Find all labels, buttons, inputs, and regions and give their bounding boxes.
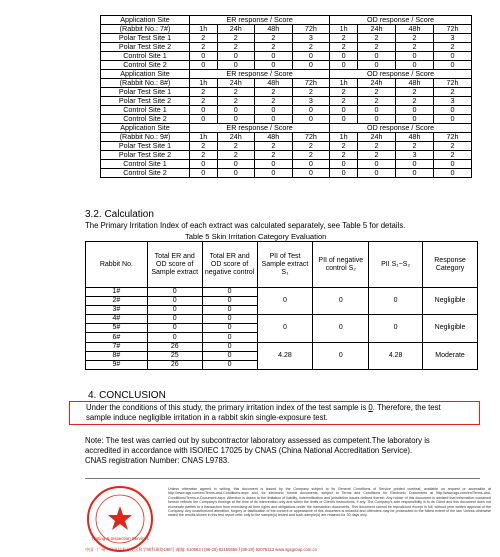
table-row bbox=[86, 342, 478, 351]
od-score: 0 bbox=[330, 52, 358, 61]
od-score: 0 bbox=[330, 169, 358, 178]
rabbit-no: 3# bbox=[86, 306, 148, 315]
control-score: 0 bbox=[202, 315, 257, 324]
site-name: Polar Test Site 2 bbox=[101, 151, 190, 160]
time-point-header: 72h bbox=[292, 79, 330, 88]
od-score: 2 bbox=[358, 43, 396, 52]
rabbit-no: 6# bbox=[86, 333, 148, 342]
er-score: 0 bbox=[217, 106, 255, 115]
site-name: Control Site 1 bbox=[101, 52, 190, 61]
od-score: 0 bbox=[358, 106, 396, 115]
rabbit-no: 9# bbox=[86, 360, 148, 369]
er-score: 0 bbox=[190, 169, 218, 178]
time-point-header: 1h bbox=[190, 133, 218, 142]
conclusion-heading: 4. CONCLUSION bbox=[88, 390, 166, 401]
rabbit-number: (Rabbit No.: 9#) bbox=[101, 133, 190, 142]
er-response-label: ER response / Score bbox=[190, 16, 330, 25]
rabbit-no: 7# bbox=[86, 342, 148, 351]
er-score: 0 bbox=[255, 52, 293, 61]
time-point-header: 24h bbox=[358, 79, 396, 88]
sample-score: 0 bbox=[147, 306, 202, 315]
time-point-header: 72h bbox=[292, 133, 330, 142]
site-name: Polar Test Site 2 bbox=[101, 43, 190, 52]
od-score: 0 bbox=[358, 160, 396, 169]
time-point-header: 48h bbox=[395, 25, 433, 34]
note-line: CNAS registration Number: CNAS L9783. bbox=[85, 456, 230, 465]
time-point-header: 24h bbox=[358, 133, 396, 142]
od-score: 0 bbox=[395, 160, 433, 169]
legal-disclaimer: Unless otherwise agreed in writing, this document is issued by the Company subject to its General Conditions of Service printed overleaf, available on request or accessible at http://www.sgs.com/en/Terms-and-Conditions.aspx and, for electronic format documents, subject to Terms and Conditions for Electronic Documents at http://www.sgs.com/en/Terms-and-Conditions/Terms-e-Document.aspx. Attention is drawn to the limitation of liability, indemnification and jurisdiction issues defined therein. Any holder of this document is advised that information contained hereon reflects the Company's findings at the time of its intervention only and within the limits of Client's instructions, if any. The Company's sole responsibility is to its Client and this document does not exonerate parties to a transaction from exercising all their rights and obligations under the transaction documents. This document cannot be reproduced except in full, without prior written approval of the Company. Any unauthorized alteration, forgery or falsification of the content or appearance of this document is unlawful and offenders may be prosecuted to the fullest extent of the law. Unless otherwise stated the results shown in this test report refer only to the sample(s) tested and such sample(s) are retained for 30 days only. bbox=[168, 487, 491, 518]
site-name: Control Site 2 bbox=[101, 169, 190, 178]
er-score: 2 bbox=[190, 142, 218, 151]
sample-score: 0 bbox=[147, 288, 202, 297]
od-score: 0 bbox=[330, 106, 358, 115]
rabbit-number: (Rabbit No.: 8#) bbox=[101, 79, 190, 88]
er-score: 0 bbox=[217, 52, 255, 61]
time-point-header: 1h bbox=[330, 133, 358, 142]
er-score: 2 bbox=[217, 151, 255, 160]
er-score: 0 bbox=[292, 169, 330, 178]
er-score: 2 bbox=[292, 43, 330, 52]
er-score: 2 bbox=[217, 142, 255, 151]
od-score: 2 bbox=[330, 34, 358, 43]
er-score: 2 bbox=[292, 151, 330, 160]
table-row bbox=[101, 169, 472, 178]
od-score: 2 bbox=[358, 97, 396, 106]
time-point-header: 48h bbox=[255, 79, 293, 88]
od-score: 0 bbox=[330, 61, 358, 70]
sample-score: 26 bbox=[147, 342, 202, 351]
time-point-header: 24h bbox=[217, 79, 255, 88]
pii-sample-value: 0 bbox=[257, 288, 313, 315]
er-score: 0 bbox=[292, 160, 330, 169]
od-score: 0 bbox=[358, 169, 396, 178]
control-score: 0 bbox=[202, 297, 257, 306]
time-point-header: 72h bbox=[433, 25, 471, 34]
pii-sample-value: 4.28 bbox=[257, 342, 313, 369]
er-score: 2 bbox=[217, 88, 255, 97]
rabbit-number: (Rabbit No.: 7#) bbox=[101, 25, 190, 34]
od-score: 0 bbox=[330, 115, 358, 124]
time-point-header: 72h bbox=[292, 25, 330, 34]
time-point-header: 24h bbox=[358, 25, 396, 34]
od-response-label: OD response / Score bbox=[330, 16, 472, 25]
control-score: 0 bbox=[202, 306, 257, 315]
conclusion-value: 0 bbox=[368, 403, 373, 412]
od-score: 0 bbox=[395, 61, 433, 70]
sample-score: 26 bbox=[147, 360, 202, 369]
er-score: 0 bbox=[190, 115, 218, 124]
pii-control-value: 0 bbox=[313, 315, 369, 342]
site-name: Polar Test Site 1 bbox=[101, 88, 190, 97]
conclusion-text-b: . Therefore, the test bbox=[372, 403, 441, 412]
control-score: 0 bbox=[202, 342, 257, 351]
pii-value: 0 bbox=[369, 315, 423, 342]
od-score: 2 bbox=[330, 142, 358, 151]
note-line: Note: The test was carried out by subcontractor laboratory assessed as competent.The laboratory is bbox=[85, 436, 430, 445]
er-score: 2 bbox=[292, 88, 330, 97]
od-score: 0 bbox=[395, 106, 433, 115]
conclusion-text-a: Under the conditions of this study, the primary irritation index of the test sample is bbox=[86, 403, 369, 412]
time-point-header: 48h bbox=[255, 25, 293, 34]
er-response-label: ER response / Score bbox=[190, 70, 330, 79]
site-name: Control Site 2 bbox=[101, 61, 190, 70]
od-score: 2 bbox=[395, 97, 433, 106]
header-total-control: Total ER and OD score of negative control bbox=[202, 242, 257, 288]
er-score: 2 bbox=[255, 142, 293, 151]
site-name: Polar Test Site 1 bbox=[101, 142, 190, 151]
er-score: 2 bbox=[190, 88, 218, 97]
er-score: 0 bbox=[292, 106, 330, 115]
od-score: 0 bbox=[433, 160, 471, 169]
site-name: Control Site 2 bbox=[101, 115, 190, 124]
control-score: 0 bbox=[202, 288, 257, 297]
sample-score: 0 bbox=[147, 297, 202, 306]
time-point-header: 48h bbox=[395, 133, 433, 142]
er-score: 2 bbox=[190, 34, 218, 43]
time-point-header: 1h bbox=[330, 25, 358, 34]
er-score: 0 bbox=[190, 52, 218, 61]
er-score: 0 bbox=[190, 106, 218, 115]
od-score: 2 bbox=[330, 88, 358, 97]
site-name: Control Site 1 bbox=[101, 106, 190, 115]
time-point-header: 72h bbox=[433, 79, 471, 88]
section-3-2-text: The Primary Irritation Index of each extract was calculated separately, see Table 5 for details. bbox=[85, 221, 406, 230]
od-response-label: OD response / Score bbox=[330, 70, 472, 79]
er-score: 2 bbox=[190, 97, 218, 106]
er-score: 3 bbox=[292, 97, 330, 106]
header-pii-control: PII of negative control S₂ bbox=[313, 242, 369, 288]
od-score: 2 bbox=[330, 151, 358, 160]
section-3-2-heading: 3.2. Calculation bbox=[85, 209, 154, 220]
od-score: 2 bbox=[433, 88, 471, 97]
od-score: 2 bbox=[395, 43, 433, 52]
er-score: 0 bbox=[217, 169, 255, 178]
er-response-label: ER response / Score bbox=[190, 124, 330, 133]
time-point-header: 48h bbox=[395, 79, 433, 88]
er-score: 3 bbox=[292, 34, 330, 43]
od-score: 0 bbox=[395, 115, 433, 124]
control-score: 0 bbox=[202, 360, 257, 369]
pii-value: 4.28 bbox=[369, 342, 423, 369]
time-point-header: 1h bbox=[190, 25, 218, 34]
rabbit-no: 4# bbox=[86, 315, 148, 324]
er-score: 0 bbox=[217, 115, 255, 124]
response-category: Negligible bbox=[423, 288, 478, 315]
od-score: 3 bbox=[395, 151, 433, 160]
table-row bbox=[86, 288, 478, 297]
header-pii-sample: PII of Test Sample extract S₁ bbox=[257, 242, 313, 288]
er-score: 2 bbox=[190, 43, 218, 52]
rabbit-no: 8# bbox=[86, 351, 148, 360]
er-score: 2 bbox=[190, 151, 218, 160]
er-od-score-table bbox=[100, 15, 472, 178]
site-name: Polar Test Site 2 bbox=[101, 97, 190, 106]
od-score: 2 bbox=[358, 142, 396, 151]
er-score: 2 bbox=[255, 88, 293, 97]
od-score: 0 bbox=[358, 61, 396, 70]
header-rabbit-no: Rabbit No. bbox=[86, 242, 148, 288]
time-point-header: 1h bbox=[330, 79, 358, 88]
er-score: 2 bbox=[217, 34, 255, 43]
control-score: 0 bbox=[202, 351, 257, 360]
application-site-label: Application Site bbox=[101, 124, 190, 133]
er-score: 2 bbox=[217, 43, 255, 52]
site-name: Polar Test Site 1 bbox=[101, 34, 190, 43]
od-score: 2 bbox=[433, 43, 471, 52]
od-score: 0 bbox=[395, 169, 433, 178]
header-total-sample: Total ER and OD score of Sample extract bbox=[147, 242, 202, 288]
pii-control-value: 0 bbox=[313, 342, 369, 369]
od-score: 2 bbox=[433, 142, 471, 151]
time-point-header: 72h bbox=[433, 133, 471, 142]
er-score: 0 bbox=[255, 61, 293, 70]
od-score: 0 bbox=[433, 52, 471, 61]
od-score: 2 bbox=[395, 88, 433, 97]
sample-score: 0 bbox=[147, 333, 202, 342]
pii-sample-value: 0 bbox=[257, 315, 313, 342]
od-score: 0 bbox=[358, 115, 396, 124]
control-score: 0 bbox=[202, 333, 257, 342]
time-point-header: 1h bbox=[190, 79, 218, 88]
pii-value: 0 bbox=[369, 288, 423, 315]
er-score: 0 bbox=[292, 52, 330, 61]
od-score: 3 bbox=[433, 97, 471, 106]
od-score: 2 bbox=[330, 97, 358, 106]
er-score: 0 bbox=[292, 61, 330, 70]
time-point-header: 24h bbox=[217, 25, 255, 34]
od-response-label: OD response / Score bbox=[330, 124, 472, 133]
conclusion-box bbox=[69, 401, 480, 425]
er-score: 2 bbox=[255, 151, 293, 160]
od-score: 3 bbox=[433, 34, 471, 43]
od-score: 0 bbox=[433, 115, 471, 124]
site-name: Control Site 1 bbox=[101, 160, 190, 169]
od-score: 0 bbox=[433, 61, 471, 70]
stamp-text: Testing & Inspection Services bbox=[91, 536, 149, 541]
rabbit-no: 1# bbox=[86, 288, 148, 297]
er-score: 0 bbox=[255, 106, 293, 115]
application-site-label: Application Site bbox=[101, 70, 190, 79]
sample-score: 25 bbox=[147, 351, 202, 360]
od-score: 0 bbox=[358, 52, 396, 61]
accreditation-note bbox=[85, 436, 485, 466]
er-score: 2 bbox=[255, 43, 293, 52]
control-score: 0 bbox=[202, 324, 257, 333]
header-category: Response Category bbox=[423, 242, 478, 288]
sample-score: 0 bbox=[147, 315, 202, 324]
rabbit-no: 5# bbox=[86, 324, 148, 333]
er-score: 0 bbox=[292, 115, 330, 124]
skin-irritation-table bbox=[85, 241, 478, 370]
company-address: 中国 · 广州 · 经济技术开发区科学城科珠路198号 邮编: 510663 t (86-20) 82155555 f (86-20) 82075113 www.sgsgroup.com.cn bbox=[85, 547, 317, 552]
pii-control-value: 0 bbox=[313, 288, 369, 315]
od-score: 2 bbox=[358, 88, 396, 97]
table-row bbox=[86, 315, 478, 324]
time-point-header: 24h bbox=[217, 133, 255, 142]
response-category: Moderate bbox=[423, 342, 478, 369]
od-score: 2 bbox=[395, 142, 433, 151]
od-score: 0 bbox=[330, 160, 358, 169]
response-category: Negligible bbox=[423, 315, 478, 342]
er-score: 2 bbox=[292, 142, 330, 151]
time-point-header: 48h bbox=[255, 133, 293, 142]
footer-divider bbox=[85, 478, 480, 479]
od-score: 0 bbox=[433, 106, 471, 115]
od-score: 2 bbox=[395, 34, 433, 43]
conclusion-text-line2: sample induce negligible irritation in a rabbit skin single-exposure test. bbox=[86, 413, 328, 422]
od-score: 2 bbox=[433, 151, 471, 160]
er-score: 0 bbox=[190, 160, 218, 169]
application-site-label: Application Site bbox=[101, 16, 190, 25]
od-score: 2 bbox=[358, 34, 396, 43]
rabbit-no: 2# bbox=[86, 297, 148, 306]
header-pii: PII S₁−S₂ bbox=[369, 242, 423, 288]
table-5-caption: Table 5 Skin Irritation Category Evaluation bbox=[185, 232, 327, 241]
note-line: accredited in accordance with ISO/IEC 17025 by CNAS (China National Accreditation Service). bbox=[85, 446, 413, 455]
od-score: 0 bbox=[433, 169, 471, 178]
od-score: 0 bbox=[395, 52, 433, 61]
company-stamp-icon bbox=[85, 484, 155, 554]
er-score: 0 bbox=[255, 169, 293, 178]
od-score: 2 bbox=[330, 43, 358, 52]
er-score: 0 bbox=[190, 61, 218, 70]
er-score: 2 bbox=[255, 97, 293, 106]
er-score: 0 bbox=[255, 160, 293, 169]
sample-score: 0 bbox=[147, 324, 202, 333]
table-5-header-row bbox=[86, 242, 478, 288]
er-score: 2 bbox=[217, 97, 255, 106]
er-score: 0 bbox=[217, 160, 255, 169]
er-score: 2 bbox=[255, 34, 293, 43]
er-score: 0 bbox=[255, 115, 293, 124]
er-score: 0 bbox=[217, 61, 255, 70]
od-score: 2 bbox=[358, 151, 396, 160]
